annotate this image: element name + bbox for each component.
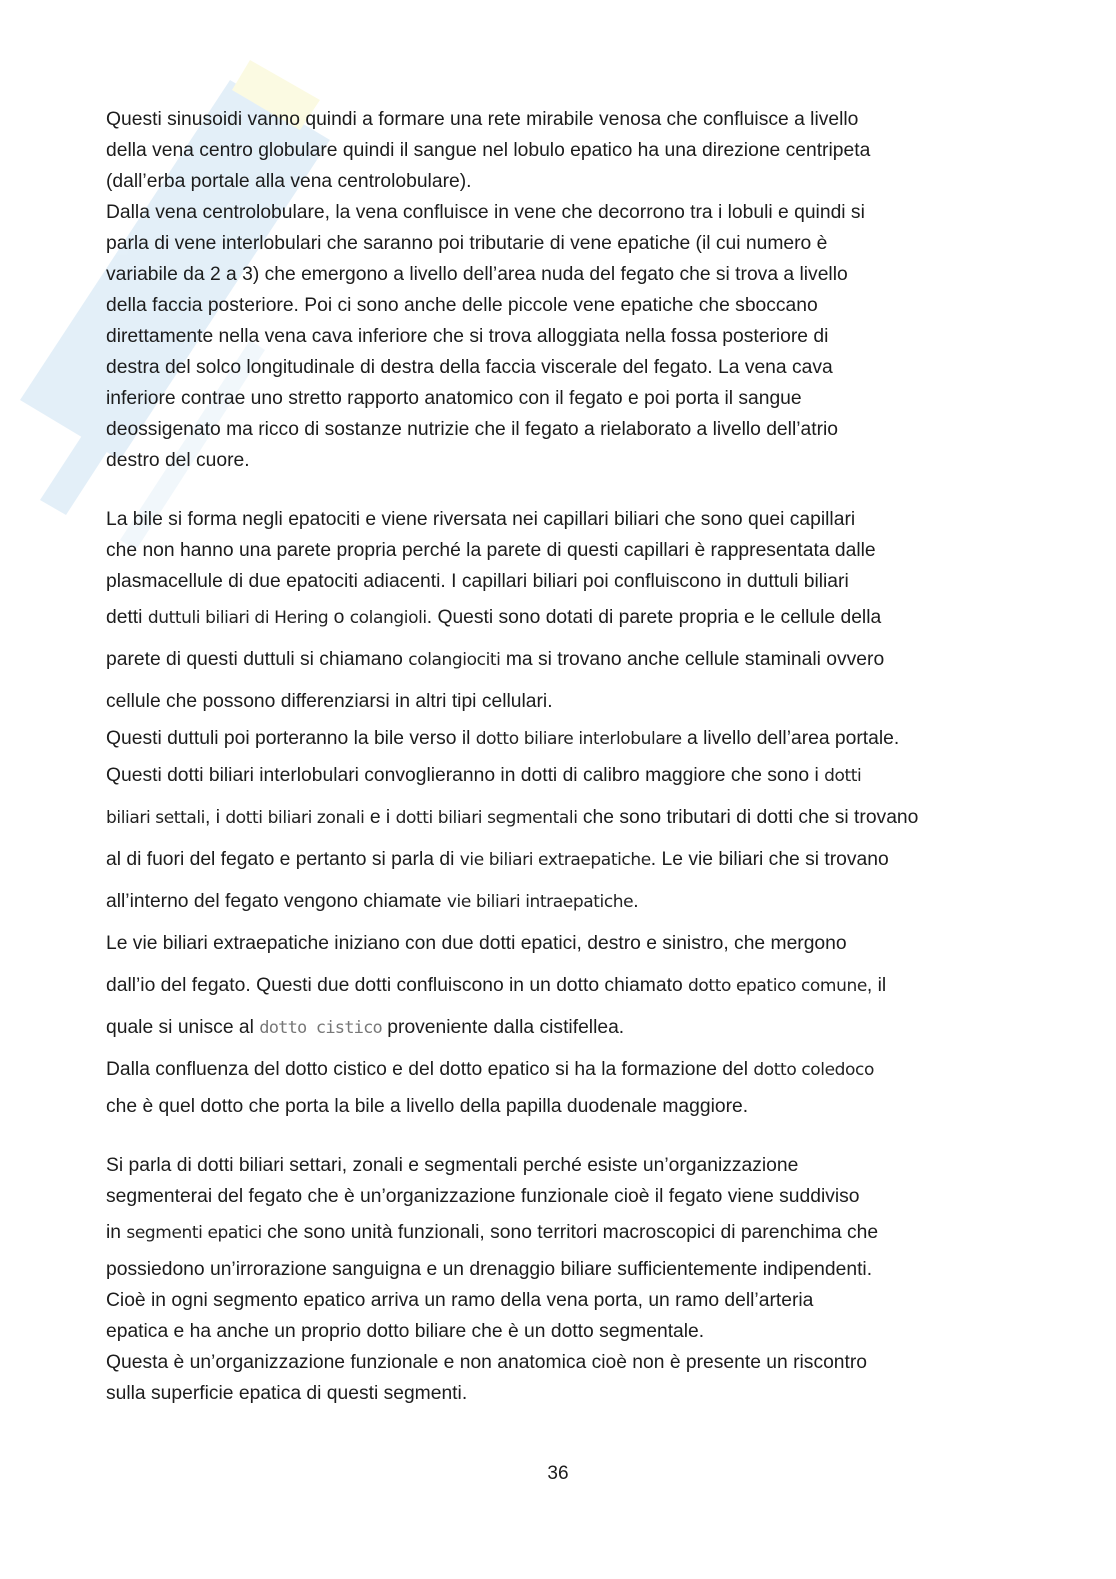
text-line: al di fuori del fegato e pertanto si parla di vie biliari extraepatiche. Le vie biliari che si trovano — [106, 849, 889, 870]
text-line: biliari settali, i dotti biliari zonali e i dotti biliari segmentali che sono tributari di dotti che si trovano — [106, 807, 919, 828]
text-line: Cioè in ogni segmento epatico arriva un ramo della vena porta, un ramo dell’arteria — [106, 1290, 814, 1311]
handwritten-term: dotti biliari zonali — [225, 808, 365, 828]
text-line: Questi dotti biliari interlobulari convoglieranno in dotti di calibro maggiore che sono i dotti — [106, 765, 862, 786]
text-line: in segmenti epatici che sono unità funzionali, sono territori macroscopici di parenchima che — [106, 1222, 879, 1243]
text-line: della vena centro globulare quindi il sangue nel lobulo epatico ha una direzione centripeta — [106, 140, 871, 161]
text-line: deossigenato ma ricco di sostanze nutrizie che il fegato a rielaborato a livello dell’atrio — [106, 419, 839, 440]
text-line: Dalla vena centrolobulare, la vena confluisce in vene che decorrono tra i lobuli e quindi si — [106, 202, 865, 223]
text-line: inferiore contrae uno stretto rapporto anatomico con il fegato e poi porta il sangue — [106, 388, 802, 409]
handwritten-term: dotto cistico — [259, 1018, 382, 1038]
text-line: variabile da 2 a 3) che emergono a livello dell’area nuda del fegato che si trova a livello — [106, 264, 848, 285]
paragraph — [106, 1150, 1011, 1409]
handwritten-term: dotti — [824, 766, 862, 786]
handwritten-term: dotti biliari segmentali — [395, 808, 578, 828]
handwritten-term: colangiociti — [408, 650, 501, 670]
text-line: destro del cuore. — [106, 450, 250, 471]
text-line: segmenterai del fegato che è un’organizzazione funzionale cioè il fegato viene suddiviso — [106, 1186, 860, 1207]
text-line: che è quel dotto che porta la bile a livello della papilla duodenale maggiore. — [106, 1096, 749, 1117]
handwritten-term: dotto biliare interlobulare — [475, 729, 682, 749]
text-line: dall’io del fegato. Questi due dotti confluiscono in un dotto chiamato dotto epatico comune, il — [106, 975, 887, 996]
text-line: plasmacellule di due epatociti adiacenti. I capillari biliari poi confluiscono in duttuli biliari — [106, 571, 849, 592]
text-line: destra del solco longitudinale di destra della faccia viscerale del fegato. La vena cava — [106, 357, 833, 378]
handwritten-term: vie biliari intraepatiche — [446, 892, 634, 912]
handwritten-term: vie biliari extraepatiche — [459, 850, 651, 870]
text-line: parete di questi duttuli si chiamano colangiociti ma si trovano anche cellule staminali ovvero — [106, 649, 885, 670]
text-line: direttamente nella vena cava inferiore che si trova alloggiata nella fossa posteriore di — [106, 326, 829, 347]
text-line: sulla superficie epatica di questi segmenti. — [106, 1383, 468, 1404]
handwritten-term: dotto coledoco — [753, 1060, 874, 1080]
document-body — [106, 104, 1011, 1437]
text-line: Questa è un’organizzazione funzionale e non anatomica cioè non è presente un riscontro — [106, 1352, 868, 1373]
text-line: Le vie biliari extraepatiche iniziano con due dotti epatici, destro e sinistro, che mergono — [106, 933, 847, 954]
text-line: Dalla confluenza del dotto cistico e del dotto epatico si ha la formazione del dotto coledoco — [106, 1059, 874, 1080]
text-line: epatica e ha anche un proprio dotto biliare che è un dotto segmentale. — [106, 1321, 705, 1342]
handwritten-term: segmenti epatici — [126, 1223, 262, 1243]
text-line: La bile si forma negli epatociti e viene riversata nei capillari biliari che sono quei capillari — [106, 509, 856, 530]
text-line: Questi duttuli poi porteranno la bile verso il dotto biliare interlobulare a livello dell’area portale. — [106, 728, 900, 749]
text-line: possiedono un’irrorazione sanguigna e un drenaggio biliare sufficientemente indipendenti. — [106, 1259, 873, 1280]
handwritten-term: dotto epatico comune — [688, 976, 867, 996]
text-line: (dall’erba portale alla vena centrolobulare). — [106, 171, 472, 192]
handwritten-term: biliari settali — [106, 808, 206, 828]
handwritten-term: colangioli — [349, 608, 427, 628]
text-line: della faccia posteriore. Poi ci sono anche delle piccole vene epatiche che sboccano — [106, 295, 818, 316]
page-number: 36 — [547, 1463, 569, 1484]
text-line: Si parla di dotti biliari settari, zonali e segmentali perché esiste un’organizzazione — [106, 1155, 799, 1176]
text-line: all’interno del fegato vengono chiamate vie biliari intraepatiche. — [106, 891, 639, 912]
text-line: parla di vene interlobulari che saranno poi tributarie di vene epatiche (il cui numero è — [106, 233, 828, 254]
text-line: cellule che possono differenziarsi in altri tipi cellulari. — [106, 691, 553, 712]
paragraph — [106, 504, 1011, 1122]
text-line: Questi sinusoidi vanno quindi a formare una rete mirabile venosa che confluisce a livello — [106, 109, 859, 130]
handwritten-term: duttuli biliari di Hering — [147, 608, 329, 628]
text-line: detti duttuli biliari di Hering o colangioli. Questi sono dotati di parete propria e le cellule della — [106, 607, 882, 628]
text-line: quale si unisce al dotto cistico proveniente dalla cistifellea. — [106, 1017, 625, 1038]
paragraph — [106, 104, 1011, 476]
text-line: che non hanno una parete propria perché la parete di questi capillari è rappresentata dalle — [106, 540, 876, 561]
